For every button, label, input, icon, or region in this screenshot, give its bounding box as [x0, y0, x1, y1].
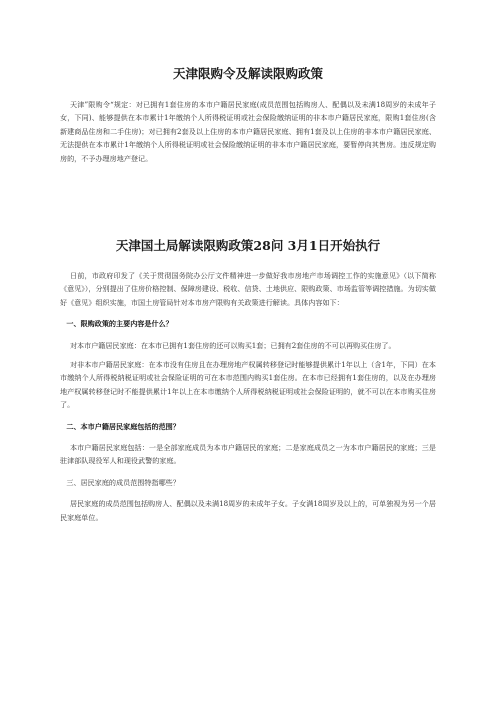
- paragraph-a1b: 对非本市户籍居民家庭：在本市没有住房且在办理房地产权属转移登记时能够提供累计1年以上（含1年，下同）在本市缴纳个人所得税纳税证明或社会保险证明的可在本市范围内购买1套住房。在本市已经拥有1套住房的，以及在办理房地产权属转移登记时不能提供累计1年以上在本市缴纳个人所得税纳税证明或社会保险证明的，就不可以在本市购买住房了。: [60, 360, 436, 410]
- body-section: [60, 269, 436, 524]
- paragraph-a1a: 对本市户籍居民家庭：在本市已拥有1套住房的还可以购买1套；已拥有2套住房的不可以再购买住房了。: [69, 340, 396, 350]
- section-heading-2: 二、本市户籍居民家庭包括的范围？: [66, 421, 180, 431]
- intro-section: [60, 98, 436, 165]
- title-1: 天津限购令及解读限购政策: [172, 66, 323, 81]
- paragraph-intro: 日前，市政府印发了《关于贯彻国务院办公厅文件精神进一步做好我市房地产市场调控工作的实施意见》（以下简称《意见》），分别提出了住房价格控制、保障房建设、税收、信贷、土地供应、限购政策、市场监管等调控措施。为切实做好《意见》组织实施，市国土房管局针对本市房产限购有关政策进行解读。具体内容如下：: [60, 271, 436, 307]
- intro-paragraph: 天津”限购令“规定：对已拥有1套住房的本市户籍居民家庭(成员范围包括购房人、配偶以及未满18周岁的未成年子女，下同)、能够提供在本市累计1年缴纳个人所得税证明或社会保险缴纳证明的非本市户籍居民家庭，限购1套住房(含新建商品住房和二手住房)；对已拥有2套及以上住房的本市户籍居民家庭、拥有1套及以上住房的非本市户籍居民家庭、无法提供在本市累计1年缴纳个人所得税证明或社会保险缴纳证明的非本市户籍居民家庭，要暂停向其售房。违反规定购房的，不予办理房地产登记。: [60, 100, 436, 163]
- section-heading-3: 三、居民家庭的成员范围特指哪些？: [66, 477, 180, 487]
- title-2: 天津国土局解读限购政策28问 3月1日开始执行: [115, 238, 381, 253]
- section-heading-1: 一、限购政策的主要内容是什么？: [66, 319, 173, 329]
- paragraph-a3: 居民家庭的成员范围包括购房人、配偶以及未满18周岁的未成年子女。子女满18周岁及以上的，可单独视为另一个居民家庭单位。: [60, 499, 436, 522]
- paragraph-a2: 本市户籍居民家庭包括：一是全部家庭成员为本市户籍居民的家庭；二是家庭成员之一为本市户籍居民的家庭；三是驻津部队现役军人和现役武警的家庭。: [60, 443, 436, 466]
